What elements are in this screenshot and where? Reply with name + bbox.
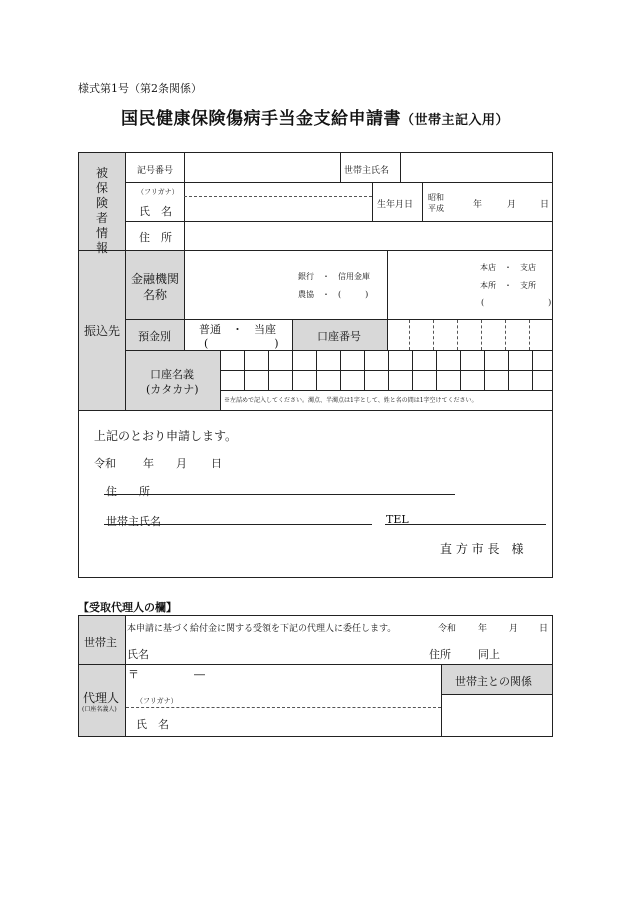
delegation-year: 年 bbox=[478, 624, 488, 634]
delegation-month: 月 bbox=[509, 624, 519, 634]
declaration-text: 上記のとおり申請します。 bbox=[94, 429, 238, 443]
label-char: 情 bbox=[95, 226, 108, 240]
birth-day: 日 bbox=[540, 200, 550, 210]
postal-code-label: 〒 ― bbox=[128, 668, 205, 681]
bank-type-line1: 銀行 ・ 信用金庫 bbox=[298, 272, 370, 281]
addressee: 直 方 市 長 様 bbox=[440, 542, 524, 556]
label-char: 被 bbox=[95, 166, 108, 180]
transfer-section-label: 振込先 bbox=[84, 324, 121, 338]
address-label: 住 所 bbox=[139, 231, 172, 244]
symbol-number-label: 記号番号 bbox=[137, 166, 174, 176]
page-title bbox=[0, 104, 630, 129]
bank-name-sub-label: 名称 bbox=[143, 288, 168, 302]
account-holder-label: 口座名義 bbox=[150, 368, 194, 381]
declaration-year: 年 bbox=[143, 457, 154, 470]
label-char: 報 bbox=[95, 241, 108, 255]
agent-sub-label: (口座名義人) bbox=[82, 706, 117, 713]
branch-type-line2: 本所 ・ 支所 bbox=[480, 281, 536, 290]
declaration-day: 日 bbox=[211, 457, 222, 470]
householder-label: 世帯主 bbox=[84, 636, 117, 649]
householder-address-same: 同上 bbox=[478, 648, 500, 661]
katakana-label: (カタカナ) bbox=[146, 383, 199, 396]
relationship-label: 世帯主との関係 bbox=[455, 675, 532, 688]
form-number: 様式第1号（第2条関係） bbox=[78, 82, 202, 95]
householder-address-label: 住所 bbox=[429, 648, 451, 661]
account-number-label: 口座番号 bbox=[317, 330, 361, 343]
agent-furigana-label: （フリガナ） bbox=[136, 697, 178, 705]
householder-name-label: 氏名 bbox=[127, 648, 149, 661]
declaration-month: 月 bbox=[176, 457, 187, 470]
householder-name-label: 世帯主氏名 bbox=[344, 166, 390, 176]
birth-month: 月 bbox=[507, 200, 517, 210]
birth-year: 年 bbox=[473, 200, 483, 210]
agent-name-label: 氏 名 bbox=[136, 718, 169, 731]
agent-section-header: 【受取代理人の欄】 bbox=[78, 601, 177, 614]
applicant-name-label: 世帯主氏名 bbox=[106, 515, 161, 528]
insured-section-label bbox=[95, 166, 109, 256]
agent-label: 代理人 bbox=[83, 691, 120, 705]
branch-type-line1: 本店 ・ 支店 bbox=[480, 263, 536, 272]
tel-label: TEL bbox=[386, 513, 409, 526]
era-showa: 昭和 bbox=[428, 193, 444, 202]
bank-type-line2: 農協 ・ ( ) bbox=[298, 290, 369, 299]
deposit-type-options: 普通 ・ 当座 bbox=[199, 323, 276, 336]
declaration-reiwa: 令和 bbox=[94, 457, 116, 470]
title-sub: （世帯主記入用） bbox=[400, 113, 509, 128]
title-main: 国民健康保険傷病手当金支給申請書 bbox=[120, 109, 401, 129]
deposit-type-label: 預金別 bbox=[138, 330, 171, 343]
label-char: 保 bbox=[95, 181, 108, 195]
delegation-day: 日 bbox=[539, 624, 549, 634]
birthdate-label: 生年月日 bbox=[377, 200, 414, 210]
deposit-type-other: ( ) bbox=[204, 337, 279, 350]
label-char: 険 bbox=[95, 196, 108, 210]
era-heisei: 平成 bbox=[428, 204, 444, 213]
applicant-address-label: 住 所 bbox=[106, 485, 150, 498]
label-char: 者 bbox=[95, 211, 108, 225]
branch-type-line3: ( ) bbox=[481, 298, 552, 307]
delegation-text: 本申請に基づく給付金に関する受領を下記の代理人に委任します。 bbox=[127, 624, 397, 634]
name-label: 氏 名 bbox=[139, 205, 172, 218]
bank-label: 金融機関 bbox=[131, 272, 180, 286]
account-holder-note: ※左詰めで記入してください。濁点、半濁点は1字として、姓と名の間は1字空けてください。 bbox=[224, 397, 478, 404]
delegation-reiwa: 令和 bbox=[438, 624, 457, 634]
furigana-label: （フリガナ） bbox=[137, 188, 179, 196]
